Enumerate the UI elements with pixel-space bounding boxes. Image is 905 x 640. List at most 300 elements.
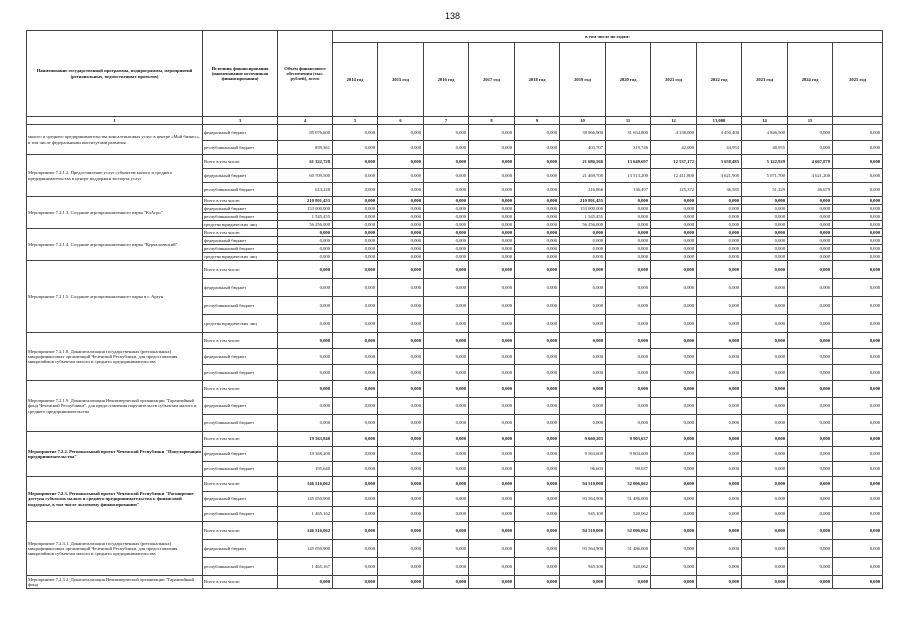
year-amount: 319,746 [606,141,651,155]
year-amount: 0,000 [424,432,469,447]
funding-source: республиканский бюджет [203,213,278,221]
funding-source: федеральный бюджет [203,125,278,141]
year-amount: 0,000 [651,398,697,415]
year-amount: 0,000 [833,558,883,576]
table-row [27,155,883,169]
column-number: 5 [333,117,378,125]
year-amount: 0,000 [742,315,788,333]
year-amount: 0,000 [651,477,697,492]
year-amount: 13 513,200 [606,169,651,183]
funding-source: федеральный бюджет [203,205,278,213]
year-amount: 0,000 [378,462,424,477]
year-amount: 0,000 [333,576,378,589]
year-amount: 0,000 [788,333,833,349]
year-amount: 0,000 [515,398,560,415]
year-amount: 0,000 [788,261,833,279]
year-amount: 0,000 [378,507,424,522]
year-amount: 0,000 [378,477,424,492]
year-amount: 0,000 [788,415,833,432]
year-amount: 0,000 [606,381,651,398]
year-amount: 0,000 [742,462,788,477]
column-number: 10 [560,117,606,125]
year-amount: 0,000 [606,213,651,221]
year-amount: 0,000 [788,540,833,558]
financing-table [26,30,883,589]
year-amount: 0,000 [378,183,424,197]
year-amount: 0,000 [697,540,742,558]
year-amount: 0,000 [833,253,883,261]
year-amount: 0,000 [469,197,515,205]
header-year: 2019 год [560,43,606,117]
year-amount: 0,000 [378,125,424,141]
year-amount: 9 563,600 [560,447,606,462]
year-amount: 3 621,900 [697,169,742,183]
year-amount: 0,000 [833,141,883,155]
year-amount: 210 801,455 [560,197,606,205]
year-amount: 39 966,900 [560,125,606,141]
column-number: 6 [378,117,424,125]
year-amount: 0,000 [515,169,560,183]
year-amount: 0,000 [378,576,424,589]
column-number: 15 [788,117,833,125]
year-amount: 0,000 [788,253,833,261]
year-amount: 0,000 [515,349,560,365]
year-amount: 0,000 [606,205,651,213]
year-amount: 0,000 [515,432,560,447]
year-amount: 0,000 [833,492,883,507]
year-amount: 31 654,800 [606,125,651,141]
year-amount: 0,000 [424,261,469,279]
funding-source: федеральный бюджет [203,279,278,297]
year-amount: 0,000 [515,205,560,213]
year-amount: 4 667,879 [788,155,833,169]
year-amount: 0,000 [333,558,378,576]
year-amount: 0,000 [606,197,651,205]
year-amount: 0,000 [424,315,469,333]
year-amount: 0,000 [788,221,833,229]
funding-source: федеральный бюджет [203,540,278,558]
year-amount: 0,000 [742,477,788,492]
total-amount: 0,000 [278,229,333,237]
year-amount: 0,000 [469,221,515,229]
year-amount: 0,000 [469,261,515,279]
year-amount: 403,707 [560,141,606,155]
year-amount: 0,000 [333,349,378,365]
year-amount: 0,000 [515,415,560,432]
funding-source: Всего в том числе: [203,576,278,589]
funding-source: республиканский бюджет [203,245,278,253]
header-source: Источник финансирования (наименование источников финансирования) [203,31,278,117]
year-amount: 0,000 [515,447,560,462]
total-amount: 60 709,500 [278,169,333,183]
year-amount: 0,000 [333,315,378,333]
year-amount: 9 660,203 [560,432,606,447]
year-amount: 0,000 [833,349,883,365]
year-amount: 0,000 [515,221,560,229]
year-amount: 0,000 [333,477,378,492]
year-amount: 0,000 [469,349,515,365]
measure-name: Мероприятие 7.2.1.8. Докапитализация государственных (региональных) микрофинансовых организаций Чеченской Республики, для предоставления микрозаймов субъектам малого и среднего предпринимательства [27,333,203,381]
measure-name: Мероприятие 7.2.1.2. Предоставление услуг субъектам малого и среднего предпринимательства в центре поддержки экспорта услуг [27,155,203,197]
year-amount: 0,000 [469,245,515,253]
year-amount: 0,000 [333,447,378,462]
year-amount: 0,000 [697,315,742,333]
year-amount: 0,000 [378,205,424,213]
year-amount: 0,000 [606,349,651,365]
year-amount: 0,000 [469,462,515,477]
funding-source: республиканский бюджет [203,365,278,381]
year-amount: 9 804,600 [606,447,651,462]
funding-source: республиканский бюджет [203,462,278,477]
year-amount: 0,000 [697,221,742,229]
year-amount: 0,000 [333,333,378,349]
table-row [27,576,883,589]
funding-source: Всего в том числе: [203,522,278,540]
year-amount: 0,000 [515,155,560,169]
year-amount: 0,000 [833,540,883,558]
year-amount: 0,000 [515,558,560,576]
year-amount: 0,000 [515,141,560,155]
year-amount: 46,679 [788,183,833,197]
year-amount: 0,000 [469,558,515,576]
year-amount: 0,000 [469,237,515,245]
year-amount: 0,000 [788,477,833,492]
year-amount: 0,000 [606,576,651,589]
year-amount: 0,000 [833,432,883,447]
year-amount: 9 903,637 [606,432,651,447]
year-amount: 0,000 [424,507,469,522]
year-amount: 0,000 [651,576,697,589]
total-amount: 859,361 [278,141,333,155]
year-amount: 0,000 [333,213,378,221]
year-amount: 0,000 [606,297,651,315]
total-amount: 0,000 [278,349,333,365]
year-amount: 0,000 [469,576,515,589]
year-amount: 4 450,400 [697,125,742,141]
funding-source: республиканский бюджет [203,507,278,522]
year-amount: 0,000 [788,507,833,522]
year-amount: 0,000 [333,522,378,540]
total-amount: 145 050,900 [278,492,333,507]
table-row [27,229,883,237]
year-amount: 0,000 [469,447,515,462]
year-amount: 0,000 [469,169,515,183]
year-amount: 0,000 [469,279,515,297]
year-amount: 0,000 [378,221,424,229]
year-amount: 0,000 [515,492,560,507]
year-amount: 0,000 [742,492,788,507]
year-amount: 0,000 [697,415,742,432]
total-amount: 613,228 [278,183,333,197]
year-amount: 0,000 [333,507,378,522]
year-amount: 0,000 [788,558,833,576]
year-amount: 0,000 [697,462,742,477]
year-amount: 0,000 [469,507,515,522]
year-amount: 0,000 [560,253,606,261]
total-amount: 146 516,062 [278,522,333,540]
funding-source: Всего в том числе: [203,477,278,492]
year-amount: 0,000 [833,315,883,333]
year-amount: 0,000 [742,205,788,213]
year-amount: 0,000 [697,279,742,297]
year-amount: 0,000 [651,432,697,447]
funding-source: федеральный бюджет [203,398,278,415]
year-amount: 0,000 [424,141,469,155]
year-amount: 0,000 [378,279,424,297]
total-amount: 1 465,162 [278,507,333,522]
year-amount: 0,000 [833,229,883,237]
year-amount: 0,000 [424,155,469,169]
year-amount: 0,000 [333,155,378,169]
year-amount: 0,000 [697,381,742,398]
column-number: 1 [27,117,203,125]
year-amount: 0,000 [333,229,378,237]
year-amount: 0,000 [378,261,424,279]
year-amount: 0,000 [469,398,515,415]
year-amount: 0,000 [833,365,883,381]
year-amount: 0,000 [515,522,560,540]
year-amount: 48,955 [742,141,788,155]
total-amount: 19 563,840 [278,432,333,447]
year-amount: 4 138,000 [651,125,697,141]
year-amount: 0,000 [378,558,424,576]
year-amount: 0,000 [606,245,651,253]
year-amount: 0,000 [424,279,469,297]
year-amount: 0,000 [515,333,560,349]
year-amount: 0,000 [469,522,515,540]
year-amount: 0,000 [378,398,424,415]
year-amount: 0,000 [788,447,833,462]
header-year: 2025 год [833,43,883,117]
year-amount: 0,000 [378,169,424,183]
year-amount: 0,000 [833,279,883,297]
year-amount: 0,000 [333,197,378,205]
year-amount: 21 686,566 [560,155,606,169]
year-amount: 0,000 [469,141,515,155]
funding-source: Всего в том числе: [203,432,278,447]
year-amount: 0,000 [515,297,560,315]
year-amount: 0,000 [515,125,560,141]
year-amount: 0,000 [333,492,378,507]
year-amount: 0,000 [378,253,424,261]
year-amount: 0,000 [469,381,515,398]
year-amount: 0,000 [469,333,515,349]
year-amount: 0,000 [333,462,378,477]
year-amount: 0,000 [606,333,651,349]
year-amount: 0,000 [606,237,651,245]
year-amount: 0,000 [560,333,606,349]
year-amount: 94 510,000 [560,477,606,492]
year-amount: 0,000 [606,315,651,333]
year-amount: 0,000 [742,245,788,253]
year-amount: 0,000 [469,253,515,261]
year-amount: 0,000 [560,415,606,432]
year-amount: 0,000 [560,398,606,415]
year-amount: 0,000 [469,183,515,197]
year-amount: 0,000 [742,237,788,245]
year-amount: 0,000 [788,125,833,141]
year-amount: 0,000 [378,197,424,205]
header-year: 2024 год [788,43,833,117]
year-amount: 0,000 [742,398,788,415]
year-amount: 0,000 [333,205,378,213]
year-amount: 0,000 [333,141,378,155]
total-amount: 0,000 [278,279,333,297]
year-amount: 0,000 [424,253,469,261]
year-amount: 99,037 [606,462,651,477]
total-amount: 0,000 [278,261,333,279]
year-amount: 0,000 [651,462,697,477]
funding-source: республиканский бюджет [203,297,278,315]
total-amount: 0,000 [278,297,333,315]
year-amount: 0,000 [651,297,697,315]
year-amount: 153 000,000 [560,205,606,213]
year-amount: 4 846,500 [742,125,788,141]
year-amount: 0,000 [742,221,788,229]
year-amount: 0,000 [788,315,833,333]
year-amount: 0,000 [606,415,651,432]
year-amount: 0,000 [833,261,883,279]
total-amount: 0,000 [278,365,333,381]
year-amount: 13 649,697 [606,155,651,169]
year-amount: 0,000 [515,576,560,589]
year-amount: 0,000 [651,205,697,213]
year-amount: 0,000 [333,432,378,447]
year-amount: 93 564,900 [560,540,606,558]
year-amount: 0,000 [651,381,697,398]
year-amount: 0,000 [560,315,606,333]
funding-source: средства юридических лиц [203,221,278,229]
year-amount: 0,000 [515,477,560,492]
year-amount: 0,000 [833,183,883,197]
header-program: Наименование государственной программы, подпрограммы, мероприятий (региональных, ведомственных проектов) [27,31,203,117]
header-year: 2018 год [515,43,560,117]
total-amount: 0,000 [278,576,333,589]
header-year: 2016 год [424,43,469,117]
total-amount: 146 516,062 [278,477,333,492]
year-amount: 0,000 [560,279,606,297]
table-row [27,381,883,398]
year-amount: 0,000 [378,381,424,398]
total-amount: 153 000,000 [278,205,333,213]
year-amount: 0,000 [424,540,469,558]
measure-name: Мероприятие 7.2.3.2. Докапитализация Некоммерческой организации "Гарантийный фонд [27,576,203,589]
total-amount: 0,000 [278,398,333,415]
funding-source: Всего в том числе: [203,261,278,279]
year-amount: 0,000 [560,576,606,589]
table-row [27,333,883,349]
year-amount: 0,000 [833,398,883,415]
year-amount: 0,000 [560,229,606,237]
total-amount: 0,000 [278,315,333,333]
year-amount: 0,000 [333,279,378,297]
year-amount: 0,000 [833,237,883,245]
year-amount: 0,000 [333,365,378,381]
year-amount: 0,000 [697,507,742,522]
year-amount: 0,000 [742,381,788,398]
year-amount: 0,000 [651,492,697,507]
year-amount: 0,000 [378,492,424,507]
year-amount: 0,000 [742,432,788,447]
year-amount: 0,000 [424,462,469,477]
year-amount: 0,000 [469,540,515,558]
year-amount: 0,000 [833,381,883,398]
year-amount: 0,000 [333,415,378,432]
year-amount: 0,000 [697,253,742,261]
year-amount: 0,000 [651,447,697,462]
year-amount: 0,000 [651,245,697,253]
total-amount: 56 256,000 [278,221,333,229]
year-amount: 0,000 [606,398,651,415]
year-amount: 0,000 [424,297,469,315]
year-amount: 0,000 [515,197,560,205]
year-amount: 0,000 [833,477,883,492]
year-amount: 0,000 [424,381,469,398]
year-amount: 0,000 [697,197,742,205]
year-amount: 0,000 [560,365,606,381]
table-row [27,522,883,540]
measure-name: Мероприятие 7.2.1.3. Создание агропромышленного парка "КэАгро" [27,197,203,229]
year-amount: 56 256,000 [560,221,606,229]
year-amount: 0,000 [833,221,883,229]
year-amount: 0,000 [651,333,697,349]
year-amount: 0,000 [833,245,883,253]
header-year: 2015 год [378,43,424,117]
total-amount: 145 050,900 [278,540,333,558]
column-number: 12 [651,117,697,125]
year-amount: 0,000 [788,279,833,297]
year-amount: 0,000 [424,169,469,183]
column-number: 3 [203,117,278,125]
year-amount: 0,000 [788,141,833,155]
header-volume: Объем финансового обеспечения (тыс. рублей), всего [278,31,333,117]
year-amount: 0,000 [515,183,560,197]
year-amount: 0,000 [378,315,424,333]
year-amount: 0,000 [788,576,833,589]
year-amount: 0,000 [788,365,833,381]
header-year: 2014 год [333,43,378,117]
year-amount: 0,000 [333,125,378,141]
year-amount: 1 545,455 [560,213,606,221]
header-by-years: в том числе по годам: [333,31,883,43]
year-amount: 12 537,172 [651,155,697,169]
year-amount: 0,000 [788,398,833,415]
total-amount: 0,000 [278,415,333,432]
funding-source: Всего в том числе: [203,333,278,349]
year-amount: 0,000 [651,315,697,333]
year-amount: 0,000 [378,333,424,349]
year-amount: 0,000 [333,183,378,197]
year-amount: 0,000 [833,197,883,205]
year-amount: 0,000 [469,315,515,333]
year-amount: 0,000 [378,245,424,253]
year-amount: 0,000 [560,297,606,315]
funding-source: Всего в том числе: [203,381,278,398]
year-amount: 0,000 [333,297,378,315]
year-amount: 0,000 [515,315,560,333]
year-amount: 0,000 [424,477,469,492]
total-amount: 0,000 [278,245,333,253]
year-amount: 0,000 [424,229,469,237]
year-amount: 0,000 [788,522,833,540]
year-amount: 0,000 [515,279,560,297]
total-amount: 85 076,600 [278,125,333,141]
year-amount: 51,229 [742,183,788,197]
measure-name: Мероприятие 7.2.3. Региональный проект Чеченской Республики "Расширение доступа субъектов малого и среднего предпринимательства к финансовой поддержке, в том числе льготному финансированию" [27,477,203,522]
year-amount: 0,000 [788,197,833,205]
year-amount: 0,000 [651,253,697,261]
header-year: 2020 год [606,43,651,117]
